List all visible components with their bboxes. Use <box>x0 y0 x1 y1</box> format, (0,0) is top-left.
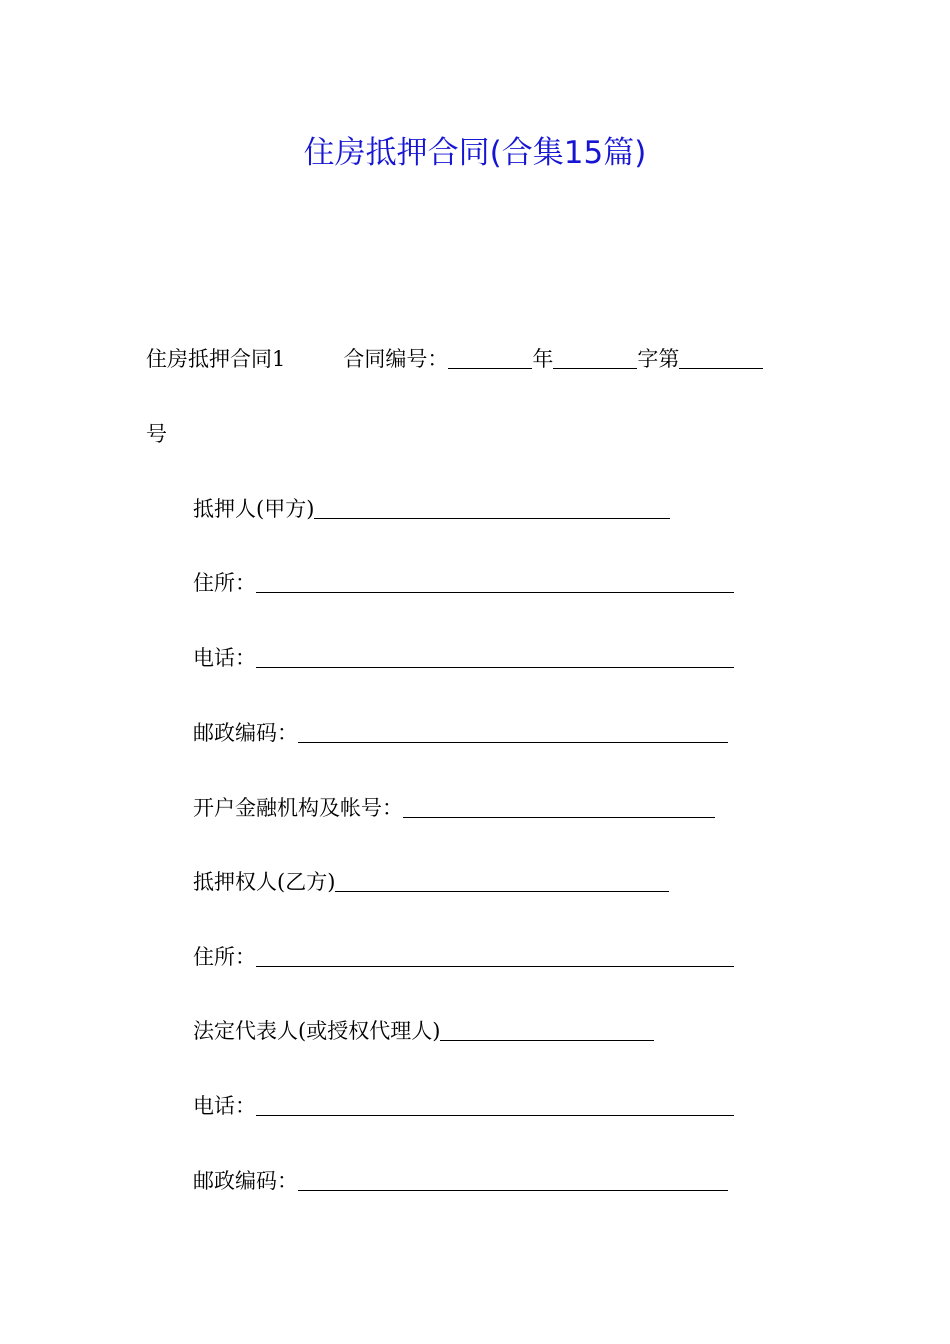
number-label: 号 <box>146 422 167 446</box>
field-label: 电话： <box>193 646 256 670</box>
mortgagee-phone-field <box>193 1091 734 1121</box>
field-blank <box>314 498 670 519</box>
mortgagee-field <box>193 867 669 897</box>
contract-number-line <box>146 344 763 374</box>
field-blank <box>298 1170 728 1191</box>
year-label: 年 <box>532 347 554 371</box>
number-suffix-line <box>146 419 167 449</box>
field-label: 电话： <box>193 1094 256 1118</box>
field-blank <box>335 871 669 892</box>
field-label: 住所： <box>193 571 256 595</box>
mortgagor-address-field <box>193 568 734 598</box>
contract-year-blank <box>448 348 532 369</box>
page-title: 住房抵押合同(合集15篇) <box>303 135 647 171</box>
legal-representative-field <box>193 1016 654 1046</box>
word-label: 字第 <box>637 347 680 371</box>
section-title: 住房抵押合同1 <box>146 347 286 371</box>
field-blank <box>403 797 715 818</box>
field-label: 邮政编码： <box>193 1169 298 1193</box>
field-label: 抵押人(甲方) <box>193 497 315 521</box>
bank-account-field <box>193 793 715 823</box>
mortgagee-postcode-field <box>193 1166 728 1196</box>
contract-no-label: 合同编号： <box>343 347 449 371</box>
field-label: 抵押权人(乙方) <box>193 870 336 894</box>
mortgagee-address-field <box>193 942 734 972</box>
field-blank <box>256 1095 734 1116</box>
contract-word-blank <box>553 348 637 369</box>
field-label: 开户金融机构及帐号： <box>193 796 403 820</box>
field-label: 住所： <box>193 945 256 969</box>
mortgagor-phone-field <box>193 643 734 673</box>
field-blank <box>256 946 734 967</box>
field-blank <box>256 572 734 593</box>
field-blank <box>298 722 728 743</box>
field-label: 法定代表人(或授权代理人) <box>193 1019 441 1043</box>
field-blank <box>440 1020 654 1041</box>
contract-number-blank <box>679 348 763 369</box>
mortgagor-postcode-field <box>193 718 728 748</box>
field-label: 邮政编码： <box>193 721 298 745</box>
mortgagor-field <box>193 494 670 524</box>
field-blank <box>256 647 734 668</box>
